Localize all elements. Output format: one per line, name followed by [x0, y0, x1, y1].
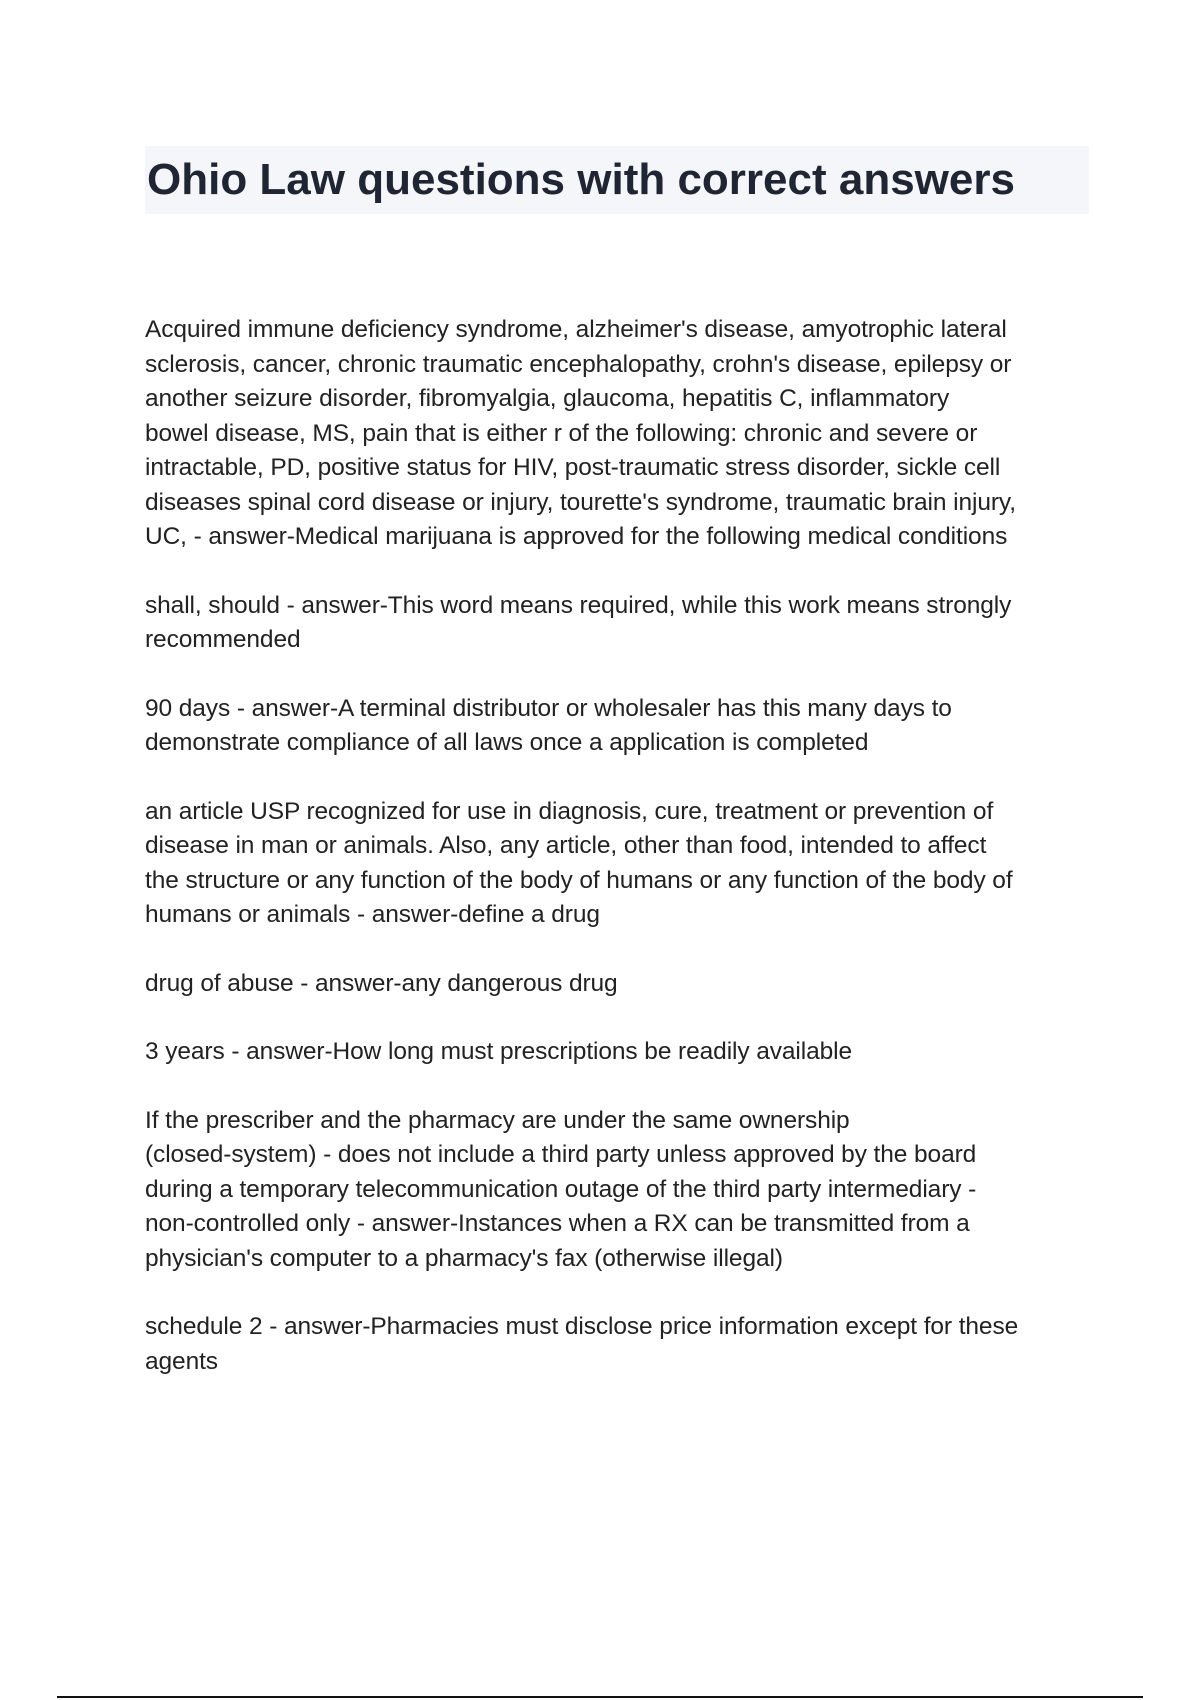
qa-entry-8 — [145, 1310, 1095, 1379]
qa-line: shall, should - answer-This word means required, while this work means strongly — [145, 591, 1012, 619]
qa-line: schedule 2 - answer-Pharmacies must disclose price information except for these — [145, 1313, 1019, 1340]
qa-entry-2 — [145, 589, 1095, 658]
qa-entry-4 — [145, 795, 1095, 933]
qa-list — [145, 313, 1095, 1413]
qa-line: another seizure disorder, fibromyalgia, glaucoma, hepatitis C, inflammatory — [145, 385, 950, 412]
qa-line: disease in man or animals. Also, any article, other than food, intended to affect — [145, 832, 987, 859]
qa-entry-3 — [145, 692, 1095, 761]
qa-line: agents — [145, 1347, 218, 1375]
qa-line: sclerosis, cancer, chronic traumatic encephalopathy, crohn's disease, epilepsy or — [145, 350, 1012, 378]
qa-line: an article USP recognized for use in diagnosis, cure, treatment or prevention of — [145, 797, 994, 825]
qa-line: 90 days - answer-A terminal distributor or wholesaler has this many days to — [145, 694, 952, 722]
qa-entry-7 — [145, 1104, 1095, 1277]
qa-line: (closed-system) - does not include a third party unless approved by the board — [145, 1141, 977, 1168]
qa-line: humans or animals - answer-define a drug — [145, 901, 600, 928]
qa-line: the structure or any function of the body of humans or any function of the body of — [145, 866, 1013, 894]
footer-divider — [57, 1696, 1143, 1698]
qa-entry-1 — [145, 313, 1095, 555]
qa-line: physician's computer to a pharmacy's fax (otherwise illegal) — [145, 1244, 783, 1272]
qa-line: Acquired immune deficiency syndrome, alzheimer's disease, amyotrophic lateral — [145, 316, 1007, 343]
qa-line: non-controlled only - answer-Instances when a RX can be transmitted from a — [145, 1210, 970, 1237]
qa-line: intractable, PD, positive status for HIV, post-traumatic stress disorder, sickle cell — [145, 454, 1001, 481]
qa-line: bowel disease, MS, pain that is either r of the following: chronic and severe or — [145, 419, 978, 447]
qa-line: If the prescriber and the pharmacy are under the same ownership — [145, 1106, 850, 1134]
document-title: Ohio Law questions with correct answers — [147, 155, 1015, 204]
qa-line: UC, - answer-Medical marijuana is approved for the following medical conditions — [145, 523, 1008, 550]
qa-line: drug of abuse - answer-any dangerous drug — [145, 969, 618, 997]
qa-entry-5 — [145, 967, 1095, 1002]
title-banner — [145, 146, 1089, 214]
qa-line: during a temporary telecommunication outage of the third party intermediary - — [145, 1175, 977, 1203]
qa-entry-6 — [145, 1035, 1095, 1070]
qa-line: 3 years - answer-How long must prescriptions be readily available — [145, 1038, 853, 1065]
qa-line: diseases spinal cord disease or injury, tourette's syndrome, traumatic brain injury, — [145, 488, 1016, 516]
qa-line: recommended — [145, 626, 301, 653]
qa-line: demonstrate compliance of all laws once a application is completed — [145, 729, 869, 756]
